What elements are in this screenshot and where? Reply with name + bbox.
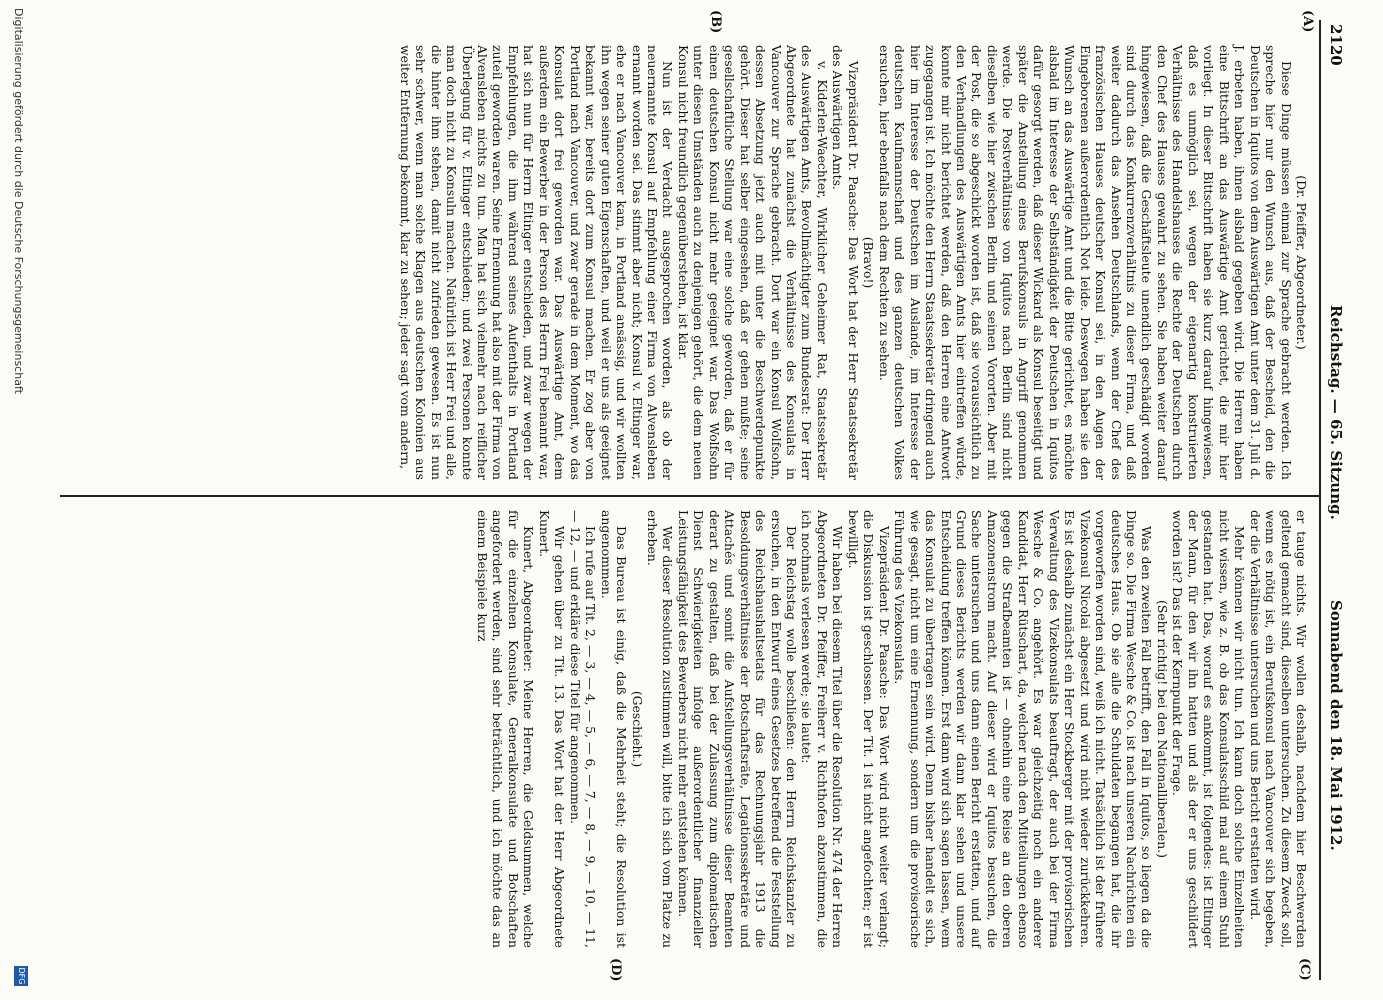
paragraph: v. Kiderlen-Waechter, Wirklicher Geheimer Rat, Staatssekretär des Auswärtigen Amts, Bevollmächtigter zum Bundesrat: Der Herr Abgeordnete hat zunächst die Verhältnisse des Konsulats in Vancouver zur Sprache gebracht. Dort war ein Konsul Wolfsohn, dessen Absetzung jetzt auch mit unter die Beschwerdepunkte gehört. Dieser hat selber eingesehen, daß er gehen mußte; seine gesellschaftliche Stellung war eine solche geworden, daß er für einen deutschen Konsul nicht mehr geeignet war. Das Wolfsohn unter diesen Umständen auch zu denjenigen gehört, die dem neuen Konsul nicht freundlich gegenüberstehen, ist klar. (675, 45, 830, 480)
page-number: 2120 (1327, 24, 1345, 66)
paragraph: Wir gehen über zu Tit. 13. Das Wort hat der Herr Abgeordnete Kunert. (536, 510, 568, 948)
right-column (475, 510, 1309, 948)
paragraph: Diese Dinge müssen einmal zur Sprache gebracht werden. Ich spreche hier nur den Wunsch aus, daß der Bescheid, den die Deutschen in Iquitos von dem Auswärtigen Amt unter dem 31. Juli d. J. erbeten haben, ihnen alsbald gegeben wird. Die Herren haben eine Bittschrift an das Auswärtige Amt gerichtet, die mir hier vorliegt. In dieser Bittschrift haben sie kurz darauf hingewiesen, daß es unmöglich sei, wegen der eigenartig konstruierten Verhältnisse des Handelshauses die Rechte der Deutschen durch den Chef des Hauses gewahrt zu sehen. Sie haben weiter darauf hingewiesen, daß die Geschäftsleute unendlich geschädigt worden sind durch das Konkurrenzverhältnis zu dieser Firma, und daß weiter dadurch das Ansehen Deutschlands, wenn der Chef des französischen Hauses deutscher Konsul sei, in den Augen der Eingeborenen außerordentlich Not leide. Deswegen haben sie den Wunsch an das Auswärtige Amt und die Bitte gerichtet, es möchte alsbald im Interesse der Selbständigkeit der Deutschen in Iquitos dafür gesorgt werden, daß dieser Wickard als Konsul beseitigt und später die Anstellung eines Berufskonsuls in Angriff genommen werde. Die Postverhältnisse von Iquitos nach Berlin sind nicht dieselben wie hier zwischen Berlin und seinen Vororten. Aber mit der Post, die so abgeschickt worden ist, daß sie voraussichtlich zu den Verhandlungen des Auswärtigen Amts hier eintreffen würde, konnte mir nicht berichtet werden, daß den Herren eine Antwort zugegangen ist. Ich möchte den Herrn Staatssekretär dringend auch hier im Interesse der Deutschen im Auslande, im Interesse der deutschen Kaufmannschaft und des ganzen deutschen Volkes ersuchen, hier ebenfalls nach dem Rechten zu sehen. (876, 45, 1294, 480)
header-title: Reichstag. — 65. Sitzung. (1327, 305, 1345, 520)
digitization-credit-band (6, 0, 28, 1000)
paragraph: Mehr können wir nicht tun. Ich kann doch solche Einzelheiten nicht wissen, wie z. B. ob das Konsulatsschild mal auf einem Stuhl gestanden hat. Das, worauf es ankommt, ist folgendes: ist Eltinger der Mann, für den wir ihn hatten und als der er uns geschildert worden ist? Das ist der Kernpunkt der Frage. (1170, 510, 1248, 948)
column-divider (60, 495, 1319, 497)
paragraph: Vizepräsident Dr. Paasche: Das Wort wird nicht weiter verlangt; die Diskussion ist geschlossen. Der Tit. 1 ist nicht angefochten; er ist bewilligt. (845, 510, 892, 948)
margin-marker-a: (A) (1300, 10, 1315, 33)
paragraph: Was den zweiten Fall betrifft, den Fall in Iquitos, so liegen da die Dinge so. Die Firma Wesche & Co. ist nach unseren Nachrichten ein deutsches Haus. Ob sie alle die Schuldaten begangen hat, die ihr vorgeworfen worden sind, weiß ich nicht. Tatsächlich ist der frühere Vizekonsul Nicolai abgesetzt und wird nicht wieder zurückkehren. Es ist deshalb zunächst ein Herr Stockberger mit der provisorischen Verwaltung des Vizekonsulats beauftragt, der auch bei der Firma Wesche & Co. angehört. Es war gleichzeitig noch ein anderer Kandidat, Herr Rütschart, da, welcher nach den Mitteilungen ebenso gegen die Strafbeamten ist — ohnehin eine Reise an den oberen Amazonenstrom macht. Auf dieser wird er Iquitos besuchen, die Sache untersuchen und uns dann einen Bericht erstatten, und auf Grund dieses Berichts werden wir dann klar sehen und unsere Entscheidung treffen können. Erst dann wird sich sagen lassen, wem das Konsulat zu übertragen sein wird. Denn bisher handelt es sich, wie gesagt, nicht um eine Ernennung, sondern um die provisorische Führung des Vizekonsulats. (892, 510, 1155, 948)
header-date: Sonnabend den 18. Mai 1912. (1327, 600, 1345, 851)
paragraph: Ich rufe auf Tit. 2, — 3, — 4, — 5, — 6, — 7, — 8, — 9, — 10, — 11, — 12, — und erkläre diese Titel für angenommen. (567, 510, 599, 948)
paragraph: Kunert, Abgeordneter: Meine Herren, die Geldsummen, welche für die einzelnen Konsulate, Generalkonsulate und Botschaften angefordert werden, sind sehr beträchtlich, und ich möchte das an einem Beispiele kurz (474, 510, 537, 948)
dfg-logo: DFG (14, 966, 28, 986)
resolution-text: Der Reichstag wolle beschließen: den Herrn Reichskanzler zu ersuchen, in den Entwurf eines Gesetzes betreffend die Feststellung des Reichshaushaltsetats für das Rechnungsjahr 1913 die Besoldungsverhältnisse der Botschaftsräte, Legationssekretäre und Attachés und somit die Aufstellungsverhältnisse dieser Beamten derart zu gestalten, daß bei der Zulassung zum diplomatischen Dienst Schwierigkeiten infolge außerordentlicher finanzieller Leistungsfähigkeit des Bewerbers nicht mehr entstehen können. (675, 510, 800, 948)
paragraph: Wer dieser Resolution zustimmen will, bitte ich sich vom Platze zu erheben. (644, 510, 676, 948)
paragraph: Wir haben bei diesem Titel über die Resolution Nr. 474 der Herren Abgeordneten Dr. Pfeiffer, Freiherr v. Richthofen abzustimmen, die ich nochmals verlesen werde; sie lautet: (799, 510, 846, 948)
header-rule (1319, 20, 1321, 980)
credit-text: Digitalisierung gefördert durch die Deutsche Forschungsgemeinschaft (12, 8, 25, 394)
interjection: (Bravo!) (861, 236, 877, 289)
paragraph: Vizepräsident Dr. Paasche: Das Wort hat der Herr Staatssekretär des Auswärtigen Amts. (830, 45, 861, 480)
paragraph: er tauge nichts. Wir wollen deshalb, nachdem hier Beschwerden geltend gemacht sind, dieselben untersuchen. Zu diesem Zweck soll, wenn es nötig ist, ein Berufskonsul nach Vancouver sich begeben, der die Verhältnisse untersuchen und uns Bericht erstatten wird. (1247, 510, 1309, 948)
margin-marker-c: (C) (1297, 958, 1312, 981)
interjection: (Geschieht.) (629, 690, 645, 768)
speaker-intro: (Dr. Pfeiffer, Abgeordneter.) (1294, 175, 1309, 350)
paragraph: Nun ist der Verdacht ausgesprochen worden, als ob der neuernannte Konsul auf Empfehlung einer Firma von Alvensleben ernannt worden sei. Das stimmt aber nicht; Konsul v. Eltinger war, ehe er nach Vancouver kam, in Portland ansässig, und wir wollten ihn wegen seiner guten Eigenschaften, und weil er uns als geeignet bekannt war, bereits dort zum Konsul machen. Er zog aber von Portland nach Vancouver, und zwar gerade in dem Moment, wo das Konsulat dort frei geworden war. Das Auswärtige Amt, dem außerdem ein Bewerber in der Person des Herrn Frei benannt war, hat sich nun für Herrn Eltinger entschieden, und zwar wegen der Empfehlungen, die ihm während seines Aufenthalts in Portland zuteil geworden waren. Seine Ernennung hat also mit der Firma von Alvensleben nichts zu tun. Man hat sich vielmehr nach reiflicher Überlegung für v. Eltinger entschieden; und zwei Personen konnte man doch nicht zu Konsuln machen. Natürlich ist Herr Frei und alle, die hinter ihm stehen, damit nicht zufrieden gewesen. Es ist nun sehr schwer, wenn man solche Klagen aus deutschen Kolonien aus weiter Entfernung bekommt, klar zu sehen; jeder sagt vom andern, (397, 45, 676, 480)
interjection: (Sehr richtig! bei den Nationalliberalen.) (1154, 600, 1170, 858)
margin-marker-b: (B) (708, 10, 723, 34)
paragraph: Das Bureau ist einig, daß die Mehrheit steht; die Resolution ist angenommen. (598, 510, 630, 948)
running-header (1323, 0, 1345, 1000)
margin-marker-d: (D) (608, 958, 623, 982)
left-column (397, 45, 1309, 480)
